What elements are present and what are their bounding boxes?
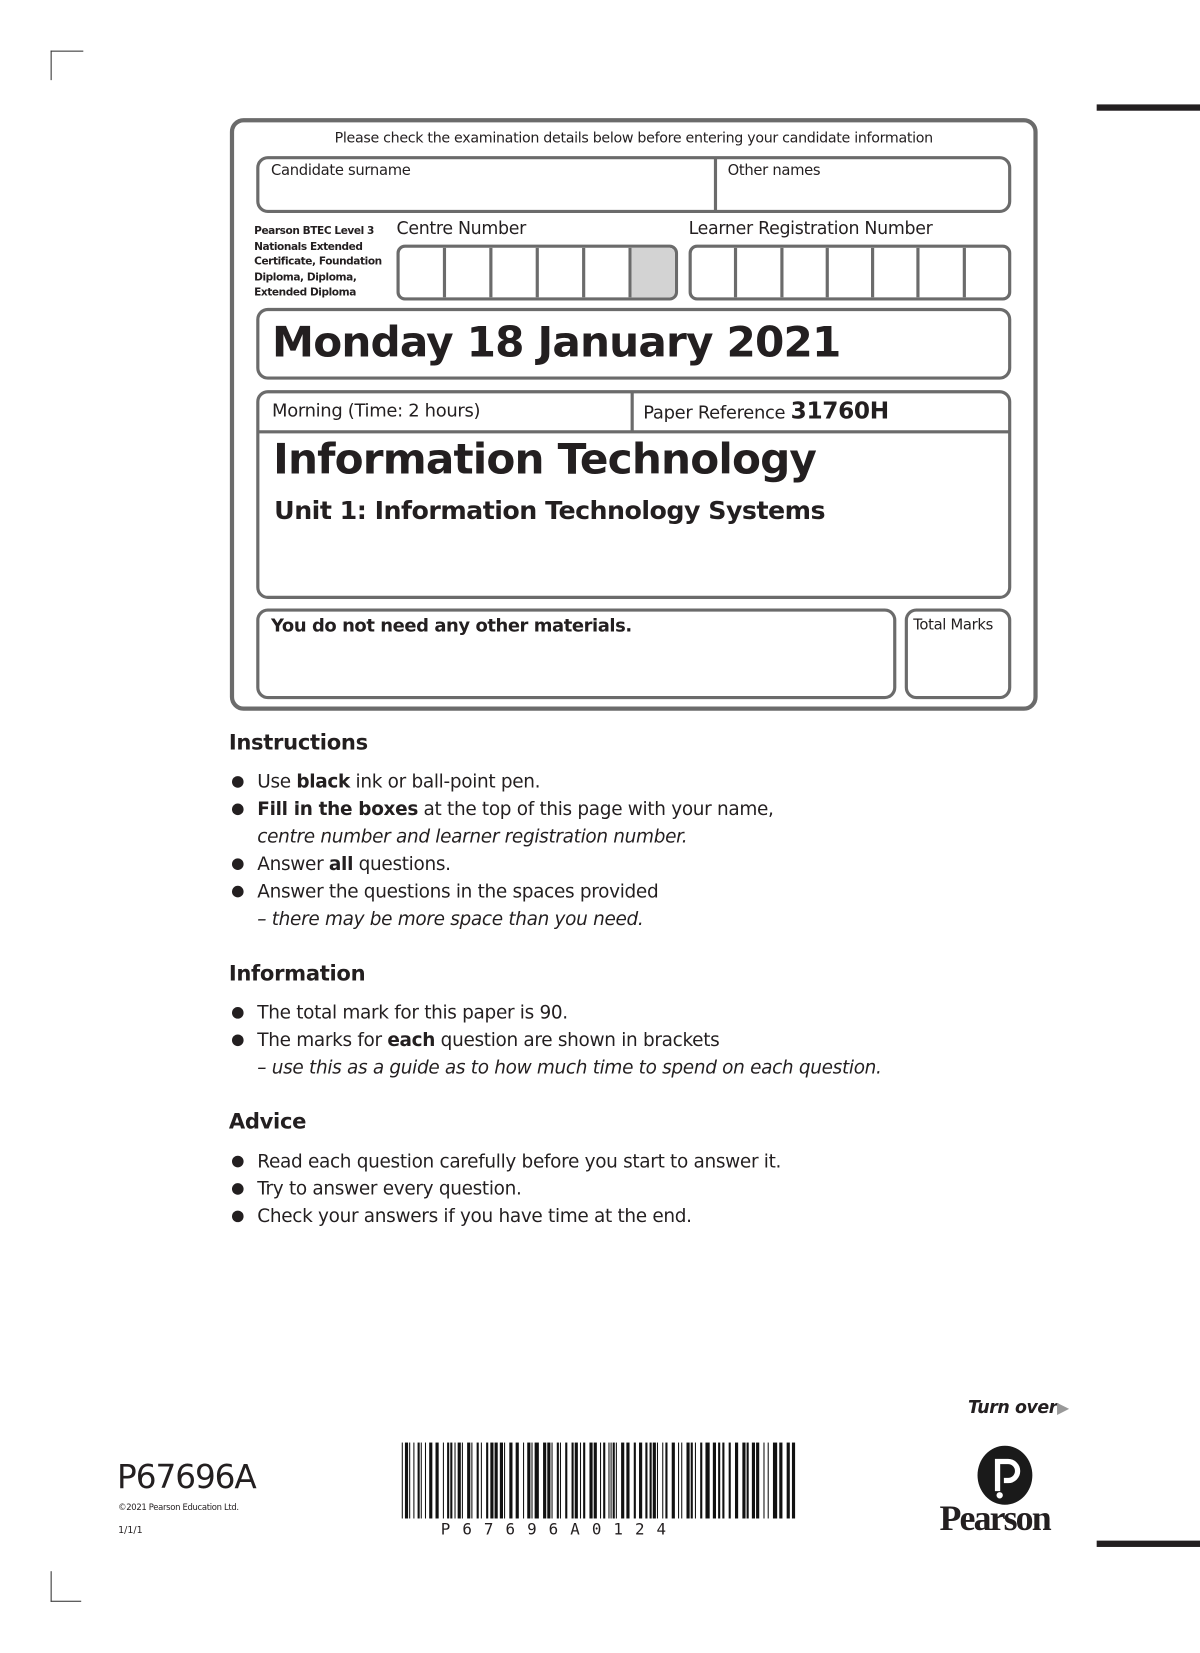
learner-registration-boxes[interactable]: [689, 245, 1012, 301]
barcode-bar: [467, 1443, 470, 1519]
barcode-bar: [575, 1443, 578, 1519]
barcode-bar: [681, 1443, 682, 1519]
barcode-bar: [450, 1443, 452, 1519]
barcode-bar: [443, 1443, 444, 1519]
instructions-list: [230, 769, 968, 934]
barcode-bar: [495, 1443, 498, 1519]
barcode-bar: [713, 1443, 716, 1519]
barcode-bar: [665, 1443, 667, 1519]
qualification-text: Pearson BTEC Level 3 Nationals Extended Certificate, Foundation Diploma, Diploma, Extended Diploma: [254, 225, 382, 299]
list-item: [230, 851, 968, 878]
session-time: Morning (Time: 2 hours): [272, 400, 481, 422]
bullet-icon: [232, 1007, 244, 1019]
barcode-bar: [718, 1443, 720, 1519]
barcode-bar: [580, 1443, 581, 1519]
barcode-bar: [583, 1443, 585, 1519]
barcode-bar: [662, 1443, 663, 1519]
paper-reference-code: 31760H: [790, 398, 889, 425]
item-text-bold: black: [296, 771, 351, 793]
barcode-bar: [509, 1443, 512, 1519]
barcode-bar: [779, 1443, 782, 1519]
barcode-bar: [763, 1443, 764, 1519]
centre-digit-box[interactable]: [446, 248, 492, 298]
barcode-bar: [504, 1443, 505, 1519]
barcode-bar: [672, 1443, 675, 1519]
item-text: Try to answer every question.: [257, 1178, 522, 1201]
item-text: Check your answers if you have time at the end.: [257, 1206, 692, 1228]
barcode-bar: [735, 1443, 738, 1519]
barcode-bar: [700, 1443, 702, 1519]
barcode-bar: [543, 1443, 546, 1519]
barcode-bar: [742, 1443, 745, 1519]
item-text-post: ink or ball-point pen.: [350, 771, 541, 793]
centre-digit-box[interactable]: [539, 248, 585, 298]
list-item: [230, 796, 968, 851]
barcode-bar: [621, 1443, 624, 1519]
paper-code: P67696A: [117, 1458, 256, 1497]
barcode-bar: [560, 1443, 561, 1519]
barcode-bar: [594, 1443, 597, 1519]
item-text-pre: Use: [257, 771, 297, 793]
barcode-bar: [626, 1443, 629, 1519]
barcode-bar: [639, 1443, 642, 1519]
margin-bar-bottom: [1097, 1541, 1200, 1547]
information-heading: Information: [228, 960, 366, 986]
barcode-bar: [650, 1443, 652, 1519]
barcode-bar: [752, 1443, 755, 1519]
barcode-bar: [768, 1443, 769, 1519]
item-text-pre: The total mark for this paper is 90.: [257, 1002, 568, 1024]
information-list: [230, 1000, 968, 1082]
item-text-note: centre number and learner registration number.: [257, 826, 688, 848]
barcode-bar: [729, 1443, 731, 1519]
learner-digit-box[interactable]: [920, 248, 966, 298]
arrow-right-icon: ▶: [1056, 1398, 1069, 1418]
barcode-bar: [653, 1443, 656, 1519]
barcode-bar: [481, 1443, 482, 1519]
bullet-icon: [232, 858, 244, 870]
barcode-bar: [418, 1443, 420, 1519]
barcode-bar: [405, 1443, 408, 1519]
barcode-bar: [454, 1443, 455, 1519]
barcode-bar: [608, 1443, 609, 1519]
centre-number-label: Centre Number: [396, 218, 526, 239]
barcode-bar: [787, 1443, 790, 1519]
barcode-bar: [500, 1443, 503, 1519]
item-text-post: question are shown in brackets: [435, 1030, 720, 1052]
barcode-bar: [516, 1443, 519, 1519]
barcode-bar: [421, 1443, 422, 1519]
bullet-icon: [232, 776, 244, 788]
barcode-bar: [565, 1443, 567, 1519]
barcode-text: P 6 7 6 9 6 A 0 1 2 4: [440, 1519, 668, 1539]
name-divider: [714, 158, 717, 211]
barcode-bar: [486, 1443, 488, 1519]
total-marks-label: Total Marks: [913, 616, 993, 634]
bullet-icon: [232, 1034, 244, 1046]
list-item: [230, 1203, 968, 1230]
barcode-bar: [436, 1443, 439, 1519]
bullet-icon: [232, 1156, 244, 1168]
session-divider-v: [631, 392, 634, 431]
list-item: [230, 1176, 968, 1203]
item-text-post: questions.: [353, 854, 451, 876]
other-names-field[interactable]: Other names: [727, 162, 821, 180]
unit-title: Unit 1: Information Technology Systems: [274, 495, 826, 526]
learner-registration-label: Learner Registration Number: [688, 218, 933, 239]
barcode-bar: [600, 1443, 601, 1519]
barcode-bar: [402, 1443, 403, 1519]
exam-date: Monday 18 January 2021: [272, 318, 841, 367]
barcode-bar: [462, 1443, 463, 1519]
subject-title: Information Technology: [273, 435, 817, 485]
barcode-bar: [722, 1443, 724, 1519]
barcode-bar: [616, 1443, 617, 1519]
learner-digit-box[interactable]: [874, 248, 920, 298]
paper-reference-label: Paper Reference: [643, 402, 786, 424]
barcode-bar: [429, 1443, 432, 1519]
barcode-bar: [645, 1443, 647, 1519]
barcode-bar: [409, 1443, 410, 1519]
barcode-bar: [634, 1443, 636, 1519]
turn-over: [968, 1397, 1069, 1417]
materials-text: You do not need any other materials.: [271, 615, 632, 637]
bullet-icon: [232, 1211, 244, 1223]
centre-number-boxes[interactable]: [396, 245, 678, 301]
barcode-bar: [657, 1443, 658, 1519]
list-item: [230, 1000, 968, 1027]
barcode-bar: [695, 1443, 696, 1519]
learner-digit-box[interactable]: [829, 248, 875, 298]
barcode-bar: [572, 1443, 574, 1519]
item-text-pre: The marks for: [257, 1030, 388, 1052]
item-text-pre: Answer: [257, 854, 329, 876]
barcode-bar: [458, 1443, 461, 1519]
barcode-bar: [490, 1443, 493, 1519]
learner-digit-box[interactable]: [737, 248, 783, 298]
list-item: [230, 878, 968, 933]
margin-bar-top: [1097, 104, 1200, 110]
barcode-bar: [603, 1443, 605, 1519]
crop-mark-top-left: [51, 51, 84, 81]
print-code: 1/1/1: [118, 1525, 143, 1537]
advice-list: [230, 1148, 968, 1230]
bullet-icon: [232, 886, 244, 898]
centre-digit-box-shaded: [632, 248, 675, 298]
barcode-bar: [747, 1443, 749, 1519]
pearson-p-icon: [976, 1445, 1033, 1506]
item-text-pre: Answer the questions in the spaces provided: [257, 881, 659, 903]
barcode-bar: [792, 1443, 795, 1519]
barcode-bar: [691, 1443, 693, 1519]
bullet-icon: [232, 1183, 244, 1195]
item-text-note: – there may be more space than you need.: [257, 908, 644, 931]
learner-digit-box[interactable]: [783, 248, 829, 298]
advice-heading: Advice: [228, 1108, 307, 1134]
barcode-bar: [557, 1443, 559, 1519]
pearson-wordmark: Pearson: [939, 1499, 1050, 1539]
barcode: [402, 1443, 798, 1519]
barcode-bar: [756, 1443, 759, 1519]
barcode-bar: [552, 1443, 553, 1519]
copyright: ©2021 Pearson Education Ltd.: [118, 1502, 239, 1513]
barcode-bar: [477, 1443, 479, 1519]
barcode-bar: [447, 1443, 449, 1519]
centre-digit-box[interactable]: [400, 248, 446, 298]
learner-digit-box[interactable]: [692, 248, 738, 298]
header-notice: Please check the examination details below before entering your candidate information: [334, 129, 933, 147]
barcode-bar: [523, 1443, 524, 1519]
item-text-note: – use this as a guide as to how much time to spend on each question.: [257, 1057, 882, 1079]
barcode-bar: [613, 1443, 615, 1519]
item-text: Read each question carefully before you start to answer it.: [257, 1151, 782, 1173]
barcode-bar: [686, 1443, 689, 1519]
barcode-bar: [471, 1443, 472, 1519]
barcode-bar: [705, 1443, 709, 1519]
barcode-bar: [535, 1443, 539, 1519]
centre-digit-box[interactable]: [585, 248, 631, 298]
turn-over-label: Turn over: [968, 1397, 1057, 1418]
candidate-surname-field[interactable]: Candidate surname: [271, 162, 411, 180]
list-item: [230, 1148, 968, 1175]
barcode-bar: [611, 1443, 612, 1519]
barcode-bar: [589, 1443, 592, 1519]
list-item: [230, 769, 968, 796]
centre-digit-box[interactable]: [492, 248, 538, 298]
barcode-bar: [527, 1443, 530, 1519]
barcode-bar: [413, 1443, 414, 1519]
item-text-post: at the top of this page with your name,: [418, 799, 774, 821]
item-text-bold: all: [328, 854, 354, 876]
barcode-bar: [547, 1443, 550, 1519]
barcode-bar: [425, 1443, 426, 1519]
item-text-bold: Fill in the boxes: [257, 799, 419, 821]
barcode-bar: [773, 1443, 777, 1519]
pearson-logo: [936, 1443, 1075, 1543]
paper-reference: [643, 399, 889, 425]
learner-digit-box[interactable]: [966, 248, 1008, 298]
barcode-bar: [678, 1443, 679, 1519]
barcode-bar: [531, 1443, 532, 1519]
crop-mark-bottom-left: [51, 1571, 82, 1602]
instructions-heading: Instructions: [228, 729, 368, 756]
list-item: [230, 1027, 968, 1082]
bullet-icon: [232, 804, 244, 816]
item-text-bold: each: [387, 1030, 436, 1052]
